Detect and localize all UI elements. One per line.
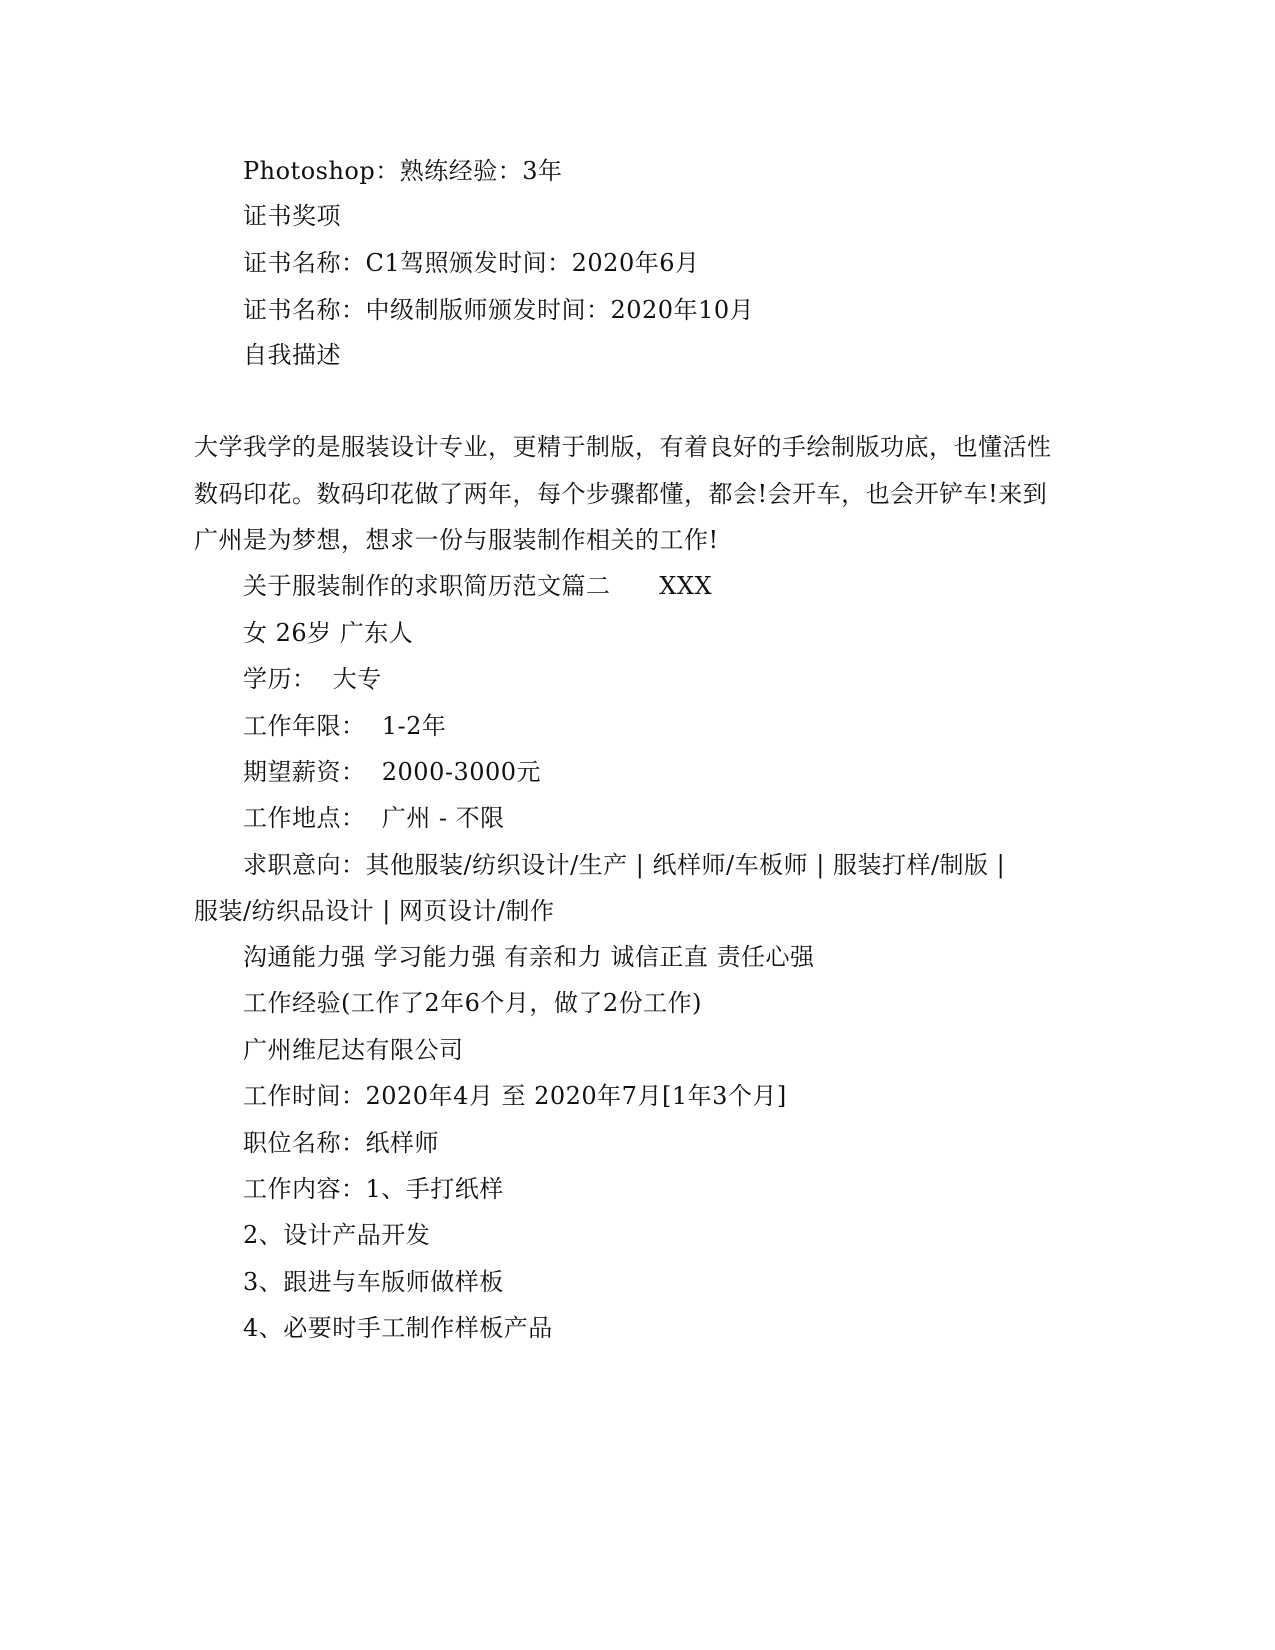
- work-content-line-1: 工作内容：1、手打纸样: [243, 1175, 504, 1203]
- education-line: 学历： 大专: [243, 665, 382, 693]
- skill-photoshop-line: Photoshop：熟练经验：3年: [243, 157, 563, 185]
- work-location-line: 工作地点： 广州 - 不限: [243, 804, 505, 832]
- self-description-line-2: 数码印花。数码印花做了两年，每个步骤都懂，都会!会开车，也会开铲车!来到: [194, 480, 1048, 508]
- self-description-line-1: 大学我学的是服装设计专业，更精于制版，有着良好的手绘制版功底，也懂活性: [194, 433, 1052, 461]
- expected-salary-line: 期望薪资： 2000-3000元: [243, 758, 542, 786]
- work-years-line: 工作年限： 1-2年: [243, 712, 447, 740]
- work-experience-heading: 工作经验(工作了2年6个月，做了2份工作): [243, 989, 703, 1017]
- work-content-line-4: 4、必要时手工制作样板产品: [243, 1314, 553, 1342]
- personal-info-line: 女 26岁 广东人: [243, 619, 414, 647]
- company-name-line: 广州维尼达有限公司: [243, 1036, 464, 1064]
- work-content-line-3: 3、跟进与车版师做样板: [243, 1268, 504, 1296]
- position-name-line: 职位名称：纸样师: [243, 1129, 439, 1157]
- job-intention-line-1: 求职意向：其他服装/纺织设计/生产 | 纸样师/车板师 | 服装打样/制版 |: [243, 851, 1006, 879]
- work-content-line-2: 2、设计产品开发: [243, 1221, 431, 1249]
- self-description-line-3: 广州是为梦想，想求一份与服装制作相关的工作!: [194, 526, 719, 554]
- section-heading-self-description: 自我描述: [243, 341, 341, 369]
- certificate-line-pattern-maker: 证书名称：中级制版师颁发时间：2020年10月: [243, 296, 755, 324]
- job-intention-line-2: 服装/纺织品设计 | 网页设计/制作: [194, 897, 555, 925]
- strengths-line: 沟通能力强 学习能力强 有亲和力 诚信正直 责任心强: [243, 943, 815, 971]
- work-period-line: 工作时间：2020年4月 至 2020年7月[1年3个月]: [243, 1082, 787, 1110]
- section-heading-certificates: 证书奖项: [243, 202, 341, 230]
- certificate-line-c1: 证书名称：C1驾照颁发时间：2020年6月: [243, 249, 700, 277]
- resume-title-line: 关于服装制作的求职简历范文篇二 XXX: [243, 572, 713, 600]
